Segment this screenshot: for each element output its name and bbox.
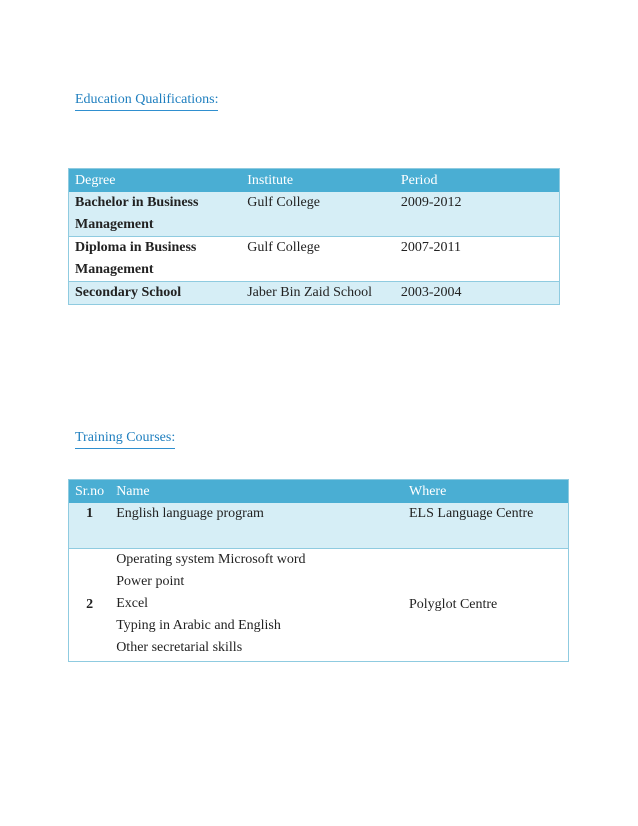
course-name: Excel (116, 595, 149, 611)
degree-cell (69, 237, 242, 282)
column-header-period: Period (395, 169, 560, 193)
column-header-where: Where (403, 480, 569, 504)
education-table (68, 168, 560, 305)
table-row (69, 192, 560, 237)
course-name: English language program (116, 506, 264, 521)
institute-cell: Jaber Bin Zaid School (241, 282, 395, 305)
degree-line: Secondary School (75, 285, 182, 300)
where-cell: Polyglot Centre (403, 548, 569, 661)
institute-cell: Gulf College (241, 237, 395, 282)
training-heading: Training Courses: (75, 430, 175, 449)
education-header-row (69, 169, 560, 193)
table-row (69, 503, 569, 548)
column-header-institute: Institute (241, 169, 395, 193)
education-heading: Education Qualifications: (75, 92, 218, 111)
course-name-cell (110, 548, 403, 661)
degree-line: Management (75, 217, 154, 232)
column-header-name: Name (110, 480, 403, 504)
training-header-row (69, 480, 569, 504)
sr-cell: 1 (69, 503, 111, 548)
period-cell: 2007-2011 (395, 237, 560, 282)
period-cell: 2009-2012 (395, 192, 560, 237)
table-row (69, 237, 560, 282)
degree-line: Diploma in Business (75, 240, 197, 255)
table-row (69, 548, 569, 661)
course-name: Power point (116, 573, 185, 589)
period-cell: 2003-2004 (395, 282, 560, 305)
column-header-degree: Degree (69, 169, 242, 193)
table-row (69, 282, 560, 305)
column-header-srno: Sr.no (69, 480, 111, 504)
degree-line: Bachelor in Business (75, 195, 199, 210)
course-name: Typing in Arabic and English (116, 617, 281, 633)
sr-cell: 2 (69, 548, 111, 661)
course-name: Operating system Microsoft word (116, 551, 306, 567)
degree-cell (69, 192, 242, 237)
degree-line: Management (75, 262, 154, 277)
degree-cell (69, 282, 242, 305)
institute-cell: Gulf College (241, 192, 395, 237)
course-name-cell (110, 503, 403, 548)
course-name: Other secretarial skills (116, 639, 243, 655)
where-cell: ELS Language Centre (403, 503, 569, 548)
training-table (68, 479, 569, 662)
